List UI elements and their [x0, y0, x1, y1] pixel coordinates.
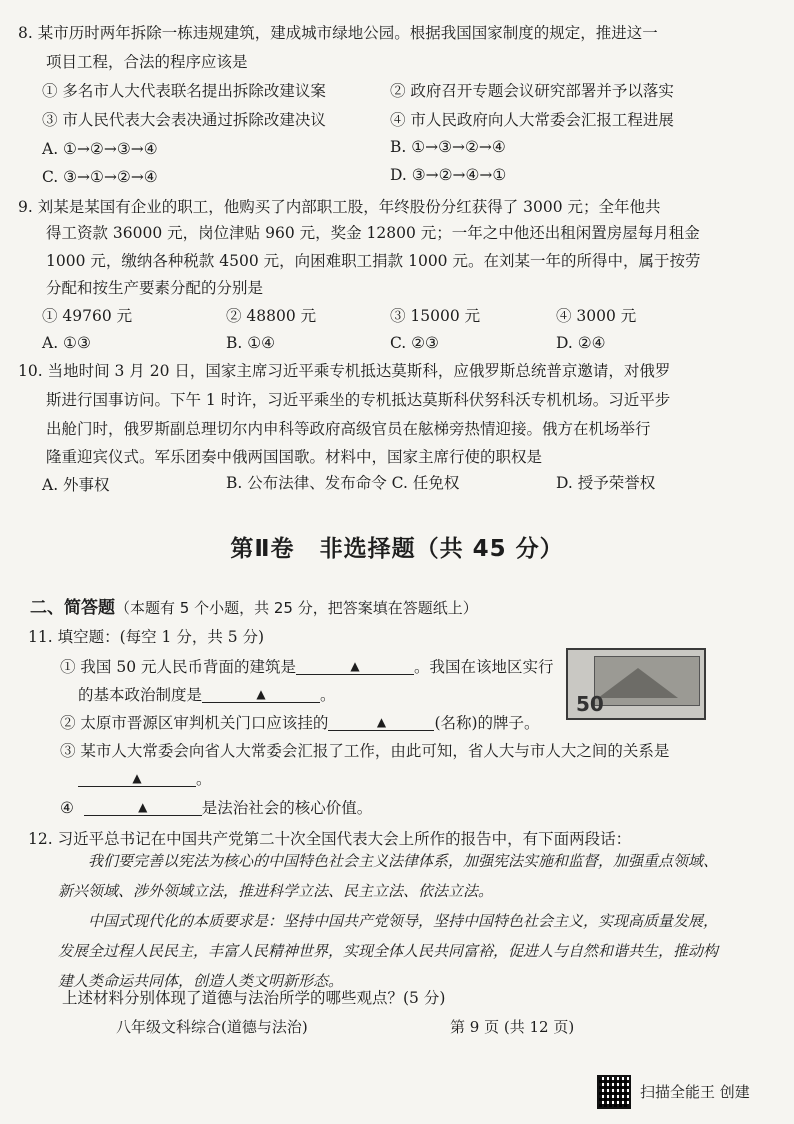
q11-line2 — [78, 684, 336, 706]
blank-marker-icon: ▲ — [350, 659, 360, 673]
q9-option-d: D. ②④ — [556, 334, 606, 352]
part2-title-desc: 非选择题（共 45 分） — [319, 536, 564, 562]
qr-code-icon — [597, 1075, 631, 1109]
q11-line3-b: (名称)的牌子。 — [434, 714, 540, 732]
blank-marker-icon: ▲ — [132, 771, 142, 785]
answer-blank-1[interactable] — [296, 656, 414, 675]
q11-line3 — [60, 712, 540, 734]
q8-item-4: ④ 市人民政府向人大常委会汇报工程进展 — [390, 111, 674, 129]
q9-item-1: ① 49760 元 — [42, 307, 133, 325]
q11-line1-a: ① 我国 50 元人民币背面的建筑是 — [60, 658, 297, 676]
q9-item-2: ② 48800 元 — [226, 307, 317, 325]
q10-option-bc: B. 公布法律、发布命令 C. 任免权 — [226, 474, 460, 492]
q11-line6 — [60, 797, 372, 819]
q9-item-3: ③ 15000 元 — [390, 307, 481, 325]
q10-option-a: A. 外事权 — [42, 476, 110, 494]
q9-stem-line4: 分配和按生产要素分配的分别是 — [46, 279, 264, 297]
rmb-50-banknote-image — [566, 648, 706, 720]
q8-option-d: D. ③→②→④→① — [390, 166, 507, 184]
answer-blank-3[interactable] — [328, 712, 434, 731]
footer-subject: 八年级文科综合(道德与法治) — [116, 1018, 308, 1036]
q12-quote-1: 我们要完善以宪法为核心的中国特色社会主义法律体系，加强宪法实施和监督，加强重点领域、新兴领域、涉外领域立法，推进科学立法、民主立法、依法立法。 — [58, 852, 719, 900]
palace-silhouette — [598, 668, 678, 698]
q11-line5 — [78, 768, 212, 790]
q8-option-c: C. ③→①→②→④ — [42, 168, 158, 186]
q9-stem-line1: 9. 刘某是某国有企业的职工，他购买了内部职工股，年终股份分红获得了 3000 元；全年他共 — [18, 198, 661, 216]
q11-line1-b: 。我国在该地区实行 — [414, 658, 554, 676]
q11-line2-b: 。 — [320, 686, 336, 704]
q11-line6-b: 是法治社会的核心价值。 — [201, 799, 373, 817]
answer-blank-4[interactable] — [78, 768, 196, 787]
q8-item-1: ① 多名市人大代表联名提出拆除改建议案 — [42, 82, 326, 100]
q10-option-d: D. 授予荣誉权 — [556, 474, 656, 492]
section2-heading-text: 二、简答题 — [30, 598, 115, 618]
scanner-watermark: 扫描全能王 创建 — [640, 1083, 750, 1101]
q11-line1 — [60, 656, 554, 678]
q10-stem-line2: 斯进行国事访问。下午 1 时许，习近平乘坐的专机抵达莫斯科伏努科沃专机机场。习近平步 — [46, 391, 671, 409]
q8-item-2: ② 政府召开专题会议研究部署并予以落实 — [390, 82, 674, 100]
q11-line3-a: ② 太原市晋源区审判机关门口应该挂的 — [60, 714, 329, 732]
answer-blank-2[interactable] — [202, 684, 320, 703]
banknote-value: 50 — [576, 692, 604, 716]
q9-option-c: C. ②③ — [390, 334, 439, 352]
q12-stem: 12. 习近平总书记在中国共产党第二十次全国代表大会上所作的报告中，有下面两段话： — [28, 830, 632, 848]
footer-page-number: 第 9 页 (共 12 页) — [450, 1018, 575, 1036]
q9-option-a: A. ①③ — [42, 334, 91, 352]
q12-quote-2: 中国式现代化的本质要求是：坚持中国共产党领导，坚持中国特色社会主义，实现高质量发展，发展全过程人民民主，丰富人民精神世界，实现全体人民共同富裕，促进人与自然和谐共生，推动构建人类命运共同体，创造人类文明新形态。 — [58, 912, 719, 990]
q8-stem-line2: 项目工程，合法的程序应该是 — [46, 53, 248, 71]
blank-marker-icon: ▲ — [376, 715, 387, 729]
q11-line4: ③ 某市人大常委会向省人大常委会汇报了工作，由此可知，省人大与市人大之间的关系是 — [60, 742, 670, 760]
q12-question: 上述材料分别体现了道德与法治所学的哪些观点？(5 分) — [62, 989, 446, 1007]
section2-heading — [30, 597, 478, 619]
answer-blank-5[interactable] — [84, 797, 202, 816]
q10-stem-line4: 隆重迎宾仪式。军乐团奏中俄两国国歌。材料中，国家主席行使的职权是 — [46, 448, 543, 466]
q10-stem-line1: 10. 当地时间 3 月 20 日，国家主席习近平乘专机抵达莫斯科，应俄罗斯总统普京邀请，对俄罗 — [18, 362, 671, 380]
q11-line5-b: 。 — [196, 770, 212, 788]
q9-option-b: B. ①④ — [226, 334, 276, 352]
q11-stem: 11. 填空题：(每空 1 分，共 5 分) — [28, 628, 265, 646]
q11-line2-a: 的基本政治制度是 — [78, 686, 203, 704]
blank-marker-icon: ▲ — [138, 800, 148, 814]
q9-stem-line3: 1000 元，缴纳各种税款 4500 元，向困难职工捐款 1000 元。在刘某一年的所得中，属于按劳 — [46, 252, 701, 270]
q9-item-4: ④ 3000 元 — [556, 307, 637, 325]
q11-line6-a: ④ — [60, 799, 74, 817]
part2-title — [0, 530, 794, 563]
q8-item-3: ③ 市人民代表大会表决通过拆除改建决议 — [42, 111, 326, 129]
q10-stem-line3: 出舱门时，俄罗斯副总理切尔内申科等政府高级官员在舷梯旁热情迎接。俄方在机场举行 — [46, 420, 651, 438]
q9-stem-line2: 得工资款 36000 元，岗位津贴 960 元，奖金 12800 元；一年之中他还出租闲置房屋每月租金 — [46, 224, 700, 242]
q8-option-a: A. ①→②→③→④ — [42, 140, 158, 158]
q8-stem-line1: 8. 某市历时两年拆除一栋违规建筑，建成城市绿地公园。根据我国国家制度的规定，推进这一 — [18, 24, 658, 42]
section2-note: （本题有 5 个小题，共 25 分，把答案填在答题纸上） — [115, 599, 478, 617]
q8-option-b: B. ①→③→②→④ — [390, 138, 506, 156]
blank-marker-icon: ▲ — [256, 687, 266, 701]
part2-title-volume: 第Ⅱ卷 — [230, 536, 295, 562]
